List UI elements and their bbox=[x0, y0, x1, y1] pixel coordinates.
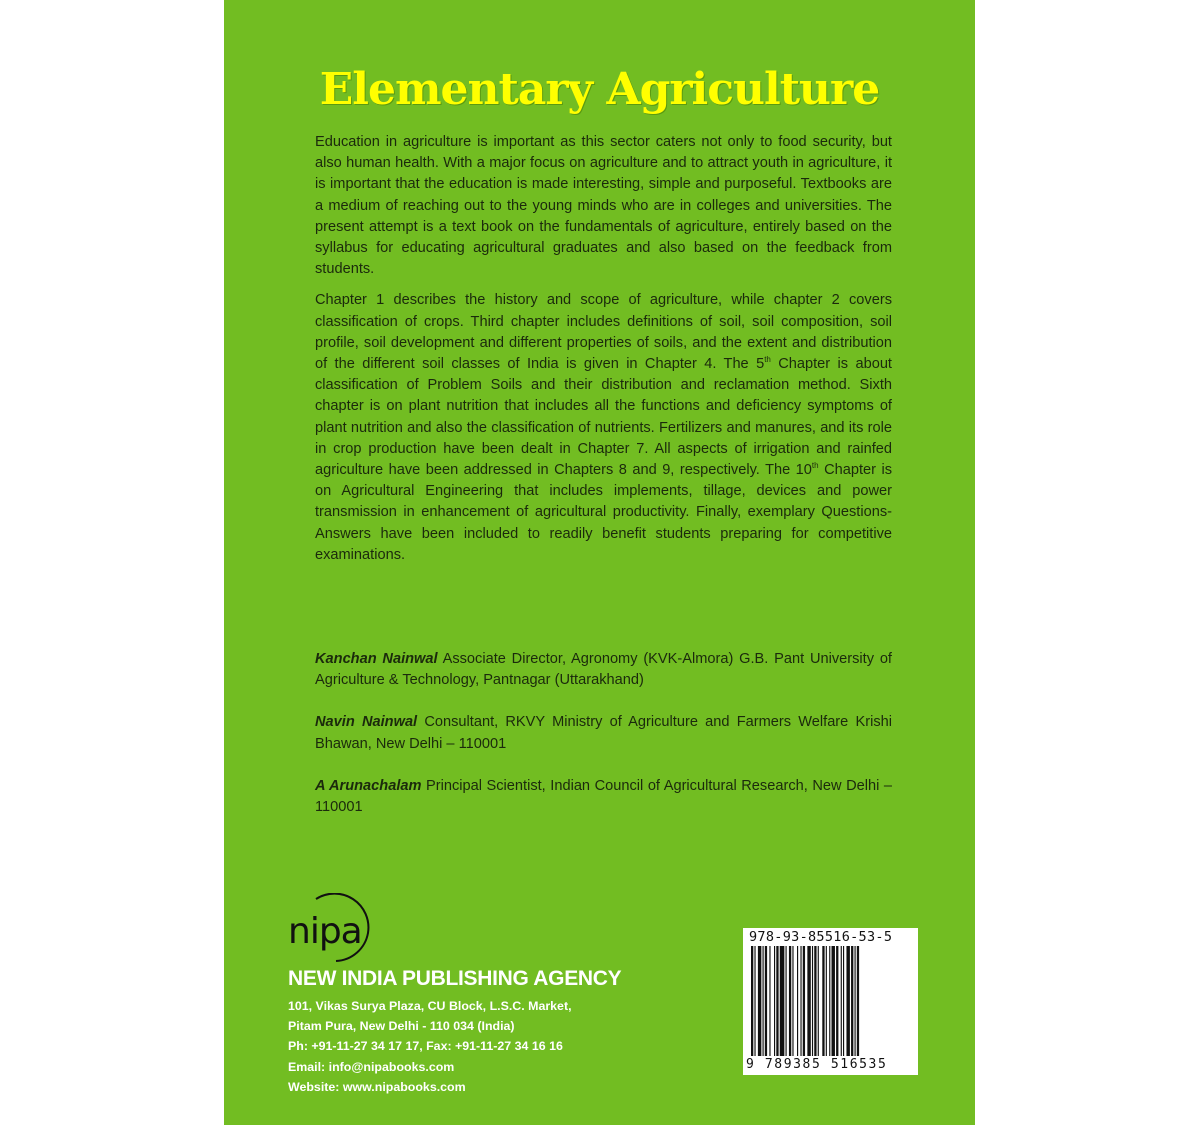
barcode-bar bbox=[763, 946, 764, 1056]
author-entry bbox=[315, 712, 892, 754]
publisher-email: Email: info@nipabooks.com bbox=[288, 1059, 455, 1074]
author-entry bbox=[315, 649, 892, 691]
barcode-bar bbox=[803, 946, 805, 1056]
description-text: Chapter 1 describes the history and scope of agriculture, while chapter 2 covers classification of crops. Third chapter includes definitions of soil, soil composition, soil profile, soil development and different properties of soils, and the extent and distribution of the different soil classes of India is given in Chapter 4. The 5 bbox=[315, 292, 892, 373]
book-description bbox=[315, 132, 892, 576]
barcode-bar bbox=[751, 946, 753, 1056]
barcode-bar bbox=[807, 946, 810, 1056]
author-affiliation: Consultant, RKVY Ministry of Agriculture and Farmers Welfare Krishi Bhawan, New Delhi – 110001 bbox=[315, 714, 892, 752]
barcode-bar bbox=[812, 946, 813, 1056]
barcode-bar bbox=[826, 946, 827, 1056]
description-text: Chapter is about classification of Problem Soils and their distribution and reclamation method. Sixth chapter is on plant nutrition that includes all the functions and deficiency symptoms of plant nutrition and also the classification of nutrients. Fertilizers and manures, and its role in crop production have been dealt in Chapter 7. All aspects of irrigation and rainfed agriculture have been addressed in Chapters 8 and 9, respectively. The 10 bbox=[315, 356, 892, 479]
barcode-bar bbox=[792, 946, 793, 1056]
barcode-bar bbox=[769, 946, 770, 1056]
barcode-bar bbox=[814, 946, 816, 1056]
publisher-address-line-1: 101, Vikas Surya Plaza, CU Block, L.S.C. Market, bbox=[288, 999, 572, 1013]
barcode-bar bbox=[851, 946, 853, 1056]
author-entry bbox=[315, 776, 892, 818]
barcode-bar bbox=[857, 946, 859, 1056]
author-name: Kanchan Nainwal bbox=[315, 651, 438, 667]
book-back-cover bbox=[224, 0, 975, 1125]
description-paragraph-2 bbox=[315, 290, 892, 566]
author-name: Navin Nainwal bbox=[315, 714, 418, 731]
publisher-address-line-2: Pitam Pura, New Delhi - 110 034 (India) bbox=[288, 1019, 515, 1034]
barcode-bars bbox=[751, 946, 911, 1058]
barcode-bar bbox=[780, 946, 785, 1056]
barcode-bar bbox=[776, 946, 778, 1056]
barcode-bar bbox=[800, 946, 801, 1056]
barcode-bar bbox=[797, 946, 798, 1056]
isbn-barcode bbox=[743, 928, 918, 1075]
barcode-bar bbox=[818, 946, 819, 1056]
barcode-bar bbox=[843, 946, 844, 1056]
barcode-bar bbox=[765, 946, 767, 1056]
logo-text: nipa bbox=[288, 911, 362, 952]
barcode-bar bbox=[846, 946, 849, 1056]
barcode-bar bbox=[789, 946, 791, 1056]
barcode-bar bbox=[836, 946, 838, 1056]
barcode-bar bbox=[774, 946, 775, 1056]
barcode-bar bbox=[754, 946, 755, 1056]
barcode-bar bbox=[786, 946, 787, 1056]
description-text: Chapter is on Agricultural Engineering that includes implements, tillage, devices and power transmission in enhancement of agricultural productivity. Finally, exemplary Questions-Answers have been included to readily benefit students preparing for competitive examinations. bbox=[315, 462, 892, 563]
barcode-digits: 9 789385 516535 bbox=[746, 1057, 888, 1072]
publisher-phone: Ph: +91-11-27 34 17 17, Fax: +91-11-27 34 16 16 bbox=[288, 1039, 563, 1054]
barcode-bar bbox=[829, 946, 830, 1056]
author-name: A Arunachalam bbox=[315, 777, 422, 794]
isbn-number: 978-93-85516-53-5 bbox=[749, 929, 893, 945]
nipa-logo bbox=[286, 893, 376, 965]
barcode-bar bbox=[822, 946, 824, 1056]
publisher-name: NEW INDIA PUBLISHING AGENCY bbox=[288, 967, 622, 990]
barcode-bar bbox=[841, 946, 842, 1056]
barcode-bar bbox=[758, 946, 761, 1056]
barcode-bar bbox=[855, 946, 856, 1056]
superscript: th bbox=[811, 461, 819, 471]
author-affiliation: Principal Scientist, Indian Council of Agricultural Research, New Delhi – 110001 bbox=[315, 777, 892, 816]
book-title: Elementary Agriculture bbox=[319, 64, 880, 115]
superscript: th bbox=[764, 355, 771, 365]
author-list bbox=[315, 649, 892, 839]
description-paragraph-1: Education in agriculture is important as this sector caters not only to food security, but also human health. With a major focus on agriculture and to attract youth in agriculture, it is important that the education is made interesting, simple and purposeful. Textbooks are a medium of reaching out to the young minds who are in colleges and universities. The present attempt is a text book on the fundamentals of agriculture, entirely based on the syllabus for educating agricultural graduates and also based on the feedback from students. bbox=[315, 134, 892, 278]
barcode-bar bbox=[832, 946, 835, 1056]
author-affiliation: Associate Director, Agronomy (KVK-Almora) G.B. Pant University of Agriculture & Technology, Pantnagar (Uttarakhand) bbox=[315, 651, 892, 689]
publisher-info bbox=[288, 967, 688, 1097]
publisher-website: Website: www.nipabooks.com bbox=[288, 1079, 466, 1094]
